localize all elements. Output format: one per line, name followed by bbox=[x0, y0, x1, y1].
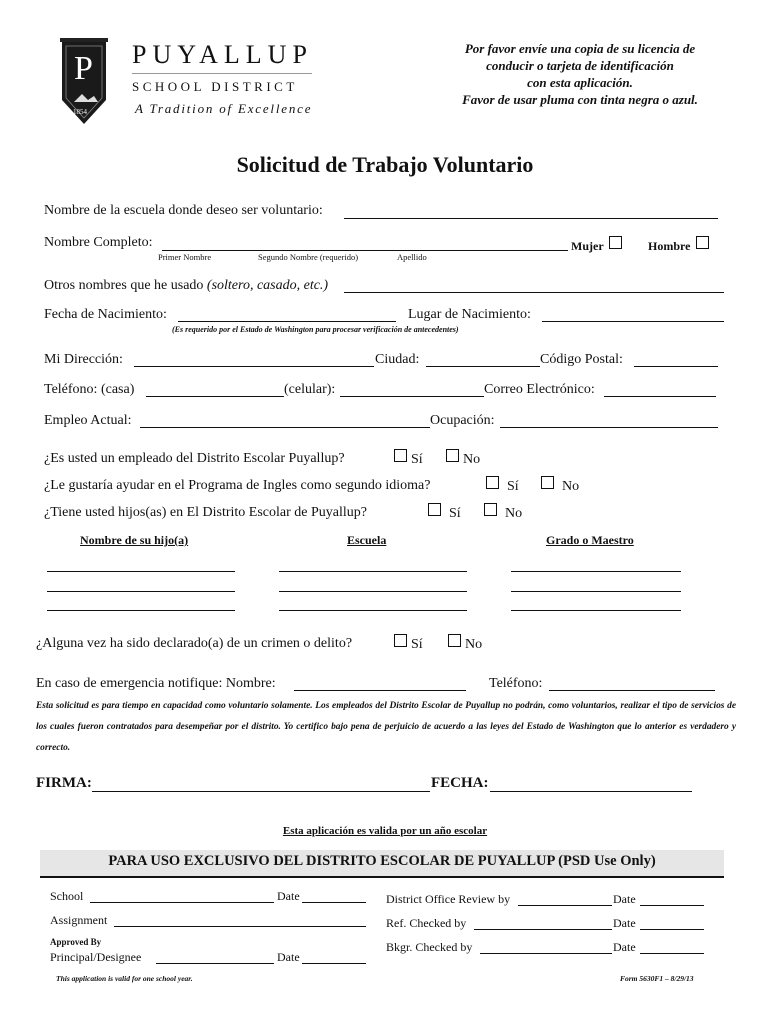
address-field[interactable] bbox=[134, 366, 374, 367]
child-row-2-name[interactable] bbox=[47, 591, 235, 592]
birthplace-field[interactable] bbox=[542, 321, 724, 322]
no-label: No bbox=[505, 506, 523, 521]
office-principal-label: Principal/Designee bbox=[50, 950, 142, 964]
question-esl: ¿Le gustaría ayudar en el Programa de Ingles como segundo idioma? bbox=[44, 478, 431, 493]
q4-no-checkbox[interactable] bbox=[448, 634, 461, 647]
q1-yes-checkbox[interactable] bbox=[394, 449, 407, 462]
office-ref-date-field[interactable] bbox=[640, 929, 704, 930]
child-row-3-grade[interactable] bbox=[511, 610, 681, 611]
hombre-checkbox[interactable] bbox=[696, 236, 709, 249]
office-school-field[interactable] bbox=[90, 902, 274, 903]
office-ref-date-label: Date bbox=[613, 916, 636, 930]
form-number: Form 5630F1 – 8/29/13 bbox=[620, 974, 694, 983]
id-notice bbox=[420, 40, 740, 108]
city-field[interactable] bbox=[426, 366, 540, 367]
child-row-3-school[interactable] bbox=[279, 610, 467, 611]
employer-field[interactable] bbox=[140, 427, 430, 428]
office-approved-by: Approved By bbox=[50, 937, 102, 947]
signature-field[interactable] bbox=[92, 791, 430, 792]
phone-cell-field[interactable] bbox=[340, 396, 484, 397]
signature-label: FIRMA: bbox=[36, 775, 92, 791]
zip-field[interactable] bbox=[634, 366, 718, 367]
office-principal-field[interactable] bbox=[156, 963, 274, 964]
child-row-1-name[interactable] bbox=[47, 571, 235, 572]
child-row-1-grade[interactable] bbox=[511, 571, 681, 572]
yes-label: Sí bbox=[411, 452, 423, 467]
last-name-hint: Apellido bbox=[397, 252, 427, 262]
mujer-option bbox=[571, 236, 626, 254]
office-assignment-field[interactable] bbox=[114, 926, 366, 927]
office-bkgr-date-label: Date bbox=[613, 940, 636, 954]
org-divider bbox=[132, 73, 312, 74]
q1-no-option bbox=[446, 449, 480, 468]
child-row-3-name[interactable] bbox=[47, 610, 235, 611]
notice-line-1: Por favor envíe una copia de su licencia de bbox=[464, 41, 696, 56]
office-ref-checked-field[interactable] bbox=[474, 929, 612, 930]
children-col-grade: Grado o Maestro bbox=[546, 533, 634, 547]
employer-label: Empleo Actual: bbox=[44, 413, 132, 428]
other-names-hint: (soltero, casado, etc.) bbox=[206, 278, 329, 293]
office-bkgr-checked-field[interactable] bbox=[480, 953, 612, 954]
disclaimer: Esta solicitud es para tiempo en capacidad como voluntario solamente. Los empleados del Distrito Escolar de Puyallup no podrán, como voluntarios, realizar el tipo de servicios de los cuales fueron contratados para desempeñar por el distrito. Yo certifico bajo pena de perjuicio de acuerdo a las leyes del Estado de Washington que lo anterior es verdadero y correcto. bbox=[36, 701, 736, 753]
dob-label: Fecha de Nacimiento: bbox=[44, 307, 167, 322]
hombre-label: Hombre bbox=[648, 239, 691, 253]
q3-no-option bbox=[484, 503, 522, 522]
office-district-date-field[interactable] bbox=[640, 905, 704, 906]
office-school-date-label: Date bbox=[277, 889, 300, 903]
q3-yes-checkbox[interactable] bbox=[428, 503, 441, 516]
occupation-label: Ocupación: bbox=[430, 413, 495, 428]
other-names-text: Otros nombres que he usado bbox=[44, 278, 204, 293]
question-children: ¿Tiene usted hijos(as) en El Distrito Escolar de Puyallup? bbox=[44, 505, 367, 520]
q2-no-option bbox=[541, 476, 579, 495]
office-school-label: School bbox=[50, 889, 84, 903]
q3-yes-option bbox=[428, 503, 461, 522]
child-row-1-school[interactable] bbox=[279, 571, 467, 572]
zip-label: Código Postal: bbox=[540, 352, 623, 367]
city-label: Ciudad: bbox=[375, 352, 420, 367]
school-wish-field[interactable] bbox=[344, 218, 718, 219]
office-use-banner bbox=[40, 850, 724, 878]
q1-no-checkbox[interactable] bbox=[446, 449, 459, 462]
office-district-review-label: District Office Review by bbox=[386, 892, 511, 906]
child-row-2-school[interactable] bbox=[279, 591, 467, 592]
validity-note: Esta aplicación es valida por un año escolar bbox=[282, 825, 488, 837]
district-logo bbox=[60, 38, 108, 126]
phone-home-field[interactable] bbox=[146, 396, 284, 397]
q2-yes-option bbox=[486, 476, 519, 495]
child-row-2-grade[interactable] bbox=[511, 591, 681, 592]
office-district-review-field[interactable] bbox=[518, 905, 612, 906]
other-names-label bbox=[44, 278, 328, 294]
q4-yes-checkbox[interactable] bbox=[394, 634, 407, 647]
address-label: Mi Dirección: bbox=[44, 352, 123, 367]
q1-yes-option bbox=[394, 449, 423, 468]
notice-line-3: con esta aplicación. bbox=[527, 75, 633, 90]
logo-letter: P bbox=[74, 50, 93, 87]
logo-year: 1854 bbox=[73, 108, 87, 116]
yes-label: Sí bbox=[449, 506, 461, 521]
org-subtitle: SCHOOL DISTRICT bbox=[132, 79, 298, 94]
birthplace-label: Lugar de Nacimiento: bbox=[408, 307, 531, 322]
q2-no-checkbox[interactable] bbox=[541, 476, 554, 489]
office-use-title: PARA USO EXCLUSIVO DEL DISTRITO ESCOLAR DE PUYALLUP (PSD Use Only) bbox=[108, 853, 656, 869]
question-crime: ¿Alguna vez ha sido declarado(a) de un crimen o delito? bbox=[36, 636, 353, 651]
first-name-hint: Primer Nombre bbox=[158, 252, 212, 262]
office-district-date-label: Date bbox=[613, 892, 636, 906]
other-names-field[interactable] bbox=[344, 292, 724, 293]
notice-line-2: conducir o tarjeta de identificación bbox=[486, 58, 674, 73]
hombre-option bbox=[648, 236, 713, 254]
emergency-name-label: En caso de emergencia notifique: Nombre: bbox=[36, 676, 276, 691]
office-school-date-field[interactable] bbox=[302, 902, 366, 903]
org-name: PUYALLUP bbox=[132, 40, 313, 69]
school-wish-label: Nombre de la escuela donde deseo ser voluntario: bbox=[44, 203, 323, 218]
q4-yes-option bbox=[394, 634, 423, 653]
email-label: Correo Electrónico: bbox=[484, 382, 595, 397]
emergency-name-field[interactable] bbox=[294, 690, 466, 691]
question-employee: ¿Es usted un empleado del Distrito Escolar Puyallup? bbox=[44, 451, 345, 466]
children-col-school: Escuela bbox=[347, 533, 387, 547]
phone-cell-label: (celular): bbox=[284, 382, 336, 397]
dob-field[interactable] bbox=[178, 321, 396, 322]
office-bkgr-checked-label: Bkgr. Checked by bbox=[386, 940, 473, 954]
emergency-phone-label: Teléfono: bbox=[489, 676, 543, 691]
yes-label: Sí bbox=[411, 637, 423, 652]
q2-yes-checkbox[interactable] bbox=[486, 476, 499, 489]
full-name-field[interactable] bbox=[162, 250, 568, 251]
children-col-name: Nombre de su hijo(a) bbox=[80, 533, 189, 547]
mujer-checkbox[interactable] bbox=[609, 236, 622, 249]
mujer-label: Mujer bbox=[571, 239, 604, 253]
date-field[interactable] bbox=[490, 791, 692, 792]
emergency-phone-field[interactable] bbox=[549, 690, 715, 691]
office-principal-date-label: Date bbox=[277, 950, 300, 964]
office-assignment-label: Assignment bbox=[50, 913, 108, 927]
q3-no-checkbox[interactable] bbox=[484, 503, 497, 516]
middle-name-hint: Segundo Nombre (requerido) bbox=[258, 252, 359, 262]
q4-no-option bbox=[448, 634, 482, 653]
notice-line-4: Favor de usar pluma con tinta negra o azul. bbox=[462, 92, 698, 107]
date-label: FECHA: bbox=[431, 775, 489, 791]
footer-validity: This application is valid for one school year. bbox=[56, 974, 193, 983]
email-field[interactable] bbox=[604, 396, 716, 397]
org-tagline: A Tradition of Excellence bbox=[135, 101, 313, 116]
office-bkgr-date-field[interactable] bbox=[640, 953, 704, 954]
no-label: No bbox=[562, 479, 580, 494]
dob-note: (Es requerido por el Estado de Washington para procesar verificación de antecedentes) bbox=[172, 325, 459, 334]
no-label: No bbox=[463, 452, 481, 467]
office-ref-checked-label: Ref. Checked by bbox=[386, 916, 467, 930]
full-name-label: Nombre Completo: bbox=[44, 235, 153, 250]
occupation-field[interactable] bbox=[500, 427, 718, 428]
no-label: No bbox=[465, 637, 483, 652]
phone-home-label: Teléfono: (casa) bbox=[44, 382, 135, 397]
office-principal-date-field[interactable] bbox=[302, 963, 366, 964]
yes-label: Sí bbox=[507, 479, 519, 494]
page-title: Solicitud de Trabajo Voluntario bbox=[236, 152, 534, 177]
